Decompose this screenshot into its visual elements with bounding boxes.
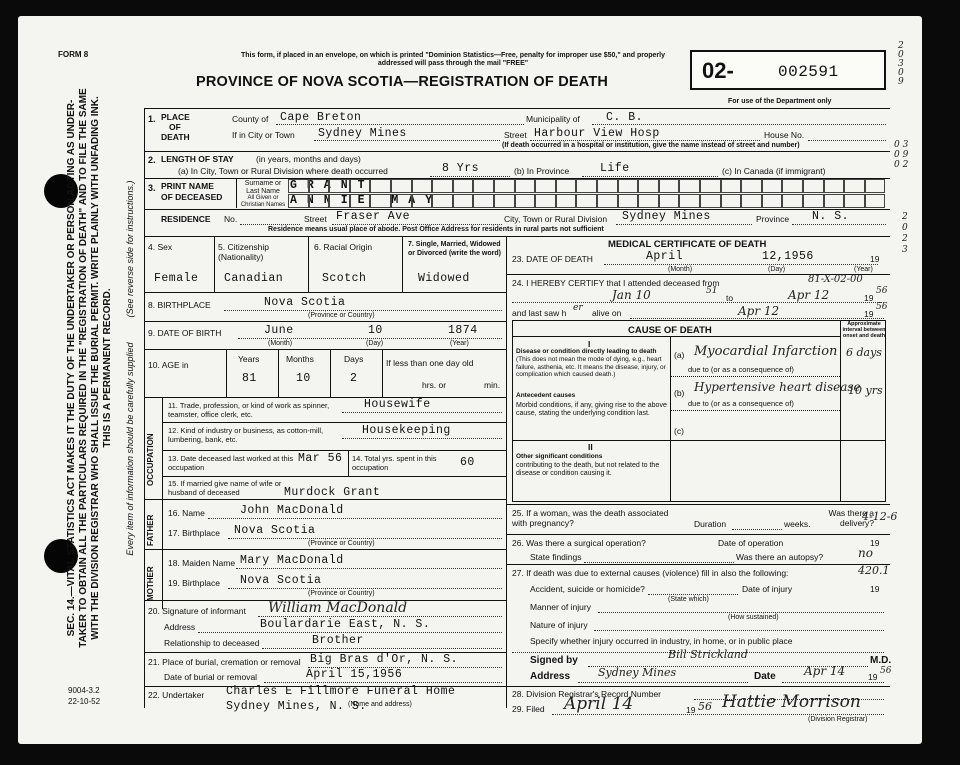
undertaker-address: Sydney Mines, N. S.: [226, 700, 367, 713]
father-name-value: John MacDonald: [240, 504, 344, 517]
occupation-side-label: OCCUPATION: [146, 433, 155, 486]
letter-box: [453, 179, 474, 193]
letter-box: [412, 194, 433, 208]
municipality-label: Municipality of: [526, 114, 580, 124]
hrs-label: hrs. or: [422, 380, 447, 390]
interval-a-value: 6 days: [846, 346, 882, 359]
dob-label: 9. DATE OF BIRTH: [148, 328, 222, 338]
findings-label: State findings: [530, 552, 582, 562]
letter-box: [659, 194, 680, 208]
autopsy-label: Was there an autopsy?: [736, 552, 824, 562]
age-label: 10. AGE in: [148, 360, 189, 370]
last-saw-year: 56: [876, 302, 888, 312]
medical-title: MEDICAL CERTIFICATE OF DEATH: [608, 239, 767, 250]
manner-label: Manner of injury: [530, 602, 591, 612]
mother-name-value: Mary MacDonald: [240, 554, 344, 567]
section-ii: II: [588, 442, 593, 452]
marital-value: Widowed: [418, 272, 470, 285]
letter-box: [659, 179, 680, 193]
cause-c-marker: (c): [674, 426, 684, 436]
letter-box: [515, 179, 536, 193]
margin-external: 420.1: [858, 564, 890, 577]
citizenship-value: Canadian: [224, 272, 284, 285]
registrar-signature: Hattie Morrison: [722, 692, 861, 712]
physician-signature: Bill Strickland: [668, 648, 748, 661]
informant-address-value: Boulardarie East, N. S.: [260, 618, 431, 631]
letter-box: [309, 194, 330, 208]
date-of-death-label: 23. DATE OF DEATH: [512, 254, 593, 264]
residence-label: RESIDENCE: [161, 214, 211, 224]
hospital-note: (If death occurred in a hospital or institution, give the name instead of street and number): [502, 142, 800, 149]
state-which: (State which): [668, 596, 709, 603]
letter-box: [556, 179, 577, 193]
dod-nineteen: 19: [870, 254, 880, 264]
letter-box: [618, 179, 639, 193]
letter-box: [453, 194, 474, 208]
dod-day-label: (Day): [768, 266, 786, 273]
letter-box: [576, 194, 597, 208]
letter-box: [721, 194, 742, 208]
letter-box: [762, 179, 783, 193]
interval-header: Approximate interval between onset and death: [842, 321, 886, 339]
last-worked-label: 13. Date deceased last worked at this occupation: [168, 454, 294, 472]
father-province-hint: (Province or Country): [308, 540, 375, 547]
dob-day-label: (Day): [366, 340, 384, 347]
residence-street-label: Street: [304, 214, 327, 224]
date-of-death-month: April: [646, 250, 684, 263]
racial-origin-value: Scotch: [322, 272, 367, 285]
letter-box: [515, 194, 536, 208]
house-no-label: House No.: [764, 130, 805, 140]
letter-box: [309, 179, 330, 193]
letter-box: [844, 194, 865, 208]
father-birthplace-label: 17. Birthplace: [168, 528, 220, 538]
death-registration-form: [18, 16, 922, 744]
how-sustained: (How sustained): [728, 614, 779, 621]
spouse-label: 15. If married give name of wife or husband of deceased: [168, 479, 282, 497]
letter-box: [494, 179, 515, 193]
margin-codes-residence: 2 0 2 3: [902, 212, 908, 255]
birthplace-value: Nova Scotia: [264, 296, 346, 309]
section-i: I: [588, 339, 591, 349]
letter-box: [679, 179, 700, 193]
weeks-label: weeks.: [784, 519, 811, 529]
marital-label: 7. Single, Married, Widowed or Divorced (write the word): [408, 241, 501, 257]
residence-city-value: Sydney Mines: [622, 210, 711, 223]
dob-year-value: 1874: [448, 324, 478, 337]
margin-codes-stay: 0 3 0 9 0 2: [894, 140, 909, 170]
section-3-number: 3.: [148, 183, 156, 193]
registration-number: 002591: [778, 63, 839, 81]
attended-to-19: 19: [864, 293, 874, 303]
surgical-label: 26. Was there a surgical operation?: [512, 538, 646, 548]
age-years-label: Years: [238, 354, 260, 364]
due-to-b: due to (or as a consequence of): [688, 399, 794, 408]
signed-date-label: Date: [754, 671, 776, 682]
margin-delivery: 4-12-6: [862, 510, 898, 523]
residence-province-value: N. S.: [812, 210, 850, 223]
letter-box: [700, 179, 721, 193]
given-value: ANNIE MAY: [290, 194, 443, 207]
letter-box: [288, 194, 309, 208]
specify-label: Specify whether injury occurred in industry, in home, or in public place: [530, 636, 793, 646]
letter-box: [473, 194, 494, 208]
city-label: If in City or Town: [232, 130, 295, 140]
filed-19: 19: [686, 705, 696, 715]
min-label: min.: [484, 380, 501, 390]
pregnancy-label: 25. If a woman, was the death associated with pregnancy?: [512, 508, 669, 528]
letter-box: [597, 179, 618, 193]
stay-b-value: Life: [600, 162, 630, 175]
birthplace-hint: (Province or Country): [308, 312, 375, 319]
residence-street-value: Fraser Ave: [336, 210, 411, 223]
signed-by-label: Signed by: [530, 655, 578, 666]
letter-box: [618, 194, 639, 208]
signed-19: 19: [868, 672, 878, 682]
stay-c-label: (c) In Canada (if immigrant): [722, 166, 826, 176]
mother-province-hint: (Province or Country): [308, 590, 375, 597]
signed-year: 56: [880, 666, 892, 676]
relationship-label: Relationship to deceased: [164, 638, 260, 648]
dob-month-label: (Month): [268, 340, 293, 347]
last-saw-label: and last saw h: [512, 308, 567, 318]
cause-b-marker: (b): [674, 388, 685, 398]
letter-box: [412, 179, 433, 193]
signed-date: Apr 14: [804, 664, 846, 678]
undertaker-label: 22. Undertaker: [148, 690, 205, 700]
letter-box: [803, 194, 824, 208]
duration-label: Duration: [694, 519, 727, 529]
age-months-label: Months: [286, 354, 314, 364]
letter-box: [721, 179, 742, 193]
letter-box: [638, 179, 659, 193]
registration-number-box: [690, 50, 886, 90]
letter-box: [824, 194, 845, 208]
operation-19: 19: [870, 538, 880, 548]
antecedent-label: Antecedent causes: [516, 392, 576, 399]
dob-day-value: 10: [368, 324, 383, 337]
registration-prefix: 02-: [702, 58, 734, 83]
letter-box: [391, 194, 412, 208]
infant-label: If less than one day old: [386, 358, 474, 368]
municipality-value: C. B.: [606, 111, 644, 124]
form-code-1: 9004-3.2: [68, 686, 100, 695]
delivery-label: Was there a delivery?: [828, 508, 874, 528]
attended-to: Apr 12: [788, 288, 830, 302]
letter-box: [638, 194, 659, 208]
letter-box: [865, 179, 886, 193]
letter-box: [370, 179, 391, 193]
antecedent-hint: Morbid conditions, if any, giving rise to the above cause, stating the underlying condition last.: [516, 402, 667, 417]
cause-b-value: Hypertensive heart disease: [694, 380, 861, 394]
letter-box: [782, 179, 803, 193]
stay-a-value: 8 Yrs: [442, 162, 480, 175]
filed-year: 56: [698, 700, 712, 713]
certify-label: 24. I HEREBY CERTIFY that I attended deceased from: [512, 278, 720, 288]
father-side-label: FATHER: [146, 514, 155, 546]
last-saw-19: 19: [864, 309, 874, 319]
letter-box: [762, 194, 783, 208]
relationship-value: Brother: [312, 634, 364, 647]
letter-box: [700, 194, 721, 208]
letter-box: [824, 179, 845, 193]
mother-birthplace-value: Nova Scotia: [240, 574, 322, 587]
alive-on-label: alive on: [592, 308, 622, 318]
section-2-number: 2.: [148, 155, 156, 165]
due-to-a: due to (or as a consequence of): [688, 365, 794, 374]
filed-label: 29. Filed: [512, 704, 545, 714]
age-days-label: Days: [344, 354, 364, 364]
letter-box: [391, 179, 412, 193]
residence-city-label: City, Town or Rural Division: [504, 214, 608, 224]
accident-label: Accident, suicide or homicide?: [530, 584, 645, 594]
cause-title: CAUSE OF DEATH: [628, 325, 712, 336]
letter-box: [329, 179, 350, 193]
letter-box: [370, 194, 391, 208]
mother-name-label: 18. Maiden Name: [168, 558, 236, 568]
mother-birthplace-label: 19. Birthplace: [168, 578, 220, 588]
margin-codes-header: 2 0 3 0 9: [898, 41, 904, 87]
external-label: 27. If death was due to external causes (violence) fill in also the following:: [512, 568, 789, 578]
operation-date-label: Date of operation: [718, 538, 784, 548]
to-label: to: [726, 293, 734, 303]
sex-label: 4. Sex: [148, 242, 173, 252]
citizenship-label: 5. Citizenship (Nationality): [218, 242, 270, 262]
injury-date-label: Date of injury: [742, 584, 793, 594]
last-saw-date: Apr 12: [738, 304, 780, 318]
other-conditions-label: Other significant conditions: [516, 453, 603, 460]
informant-address-label: Address: [164, 622, 196, 632]
letter-box: [288, 179, 309, 193]
industry-label: 12. Kind of industry or business, as cotton-mill, lumbering, bank, etc.: [168, 426, 324, 444]
industry-value: Housekeeping: [362, 424, 451, 437]
letter-box: [803, 179, 824, 193]
margin-note-certify: 81-X-02-00: [808, 274, 863, 285]
letter-box: [782, 194, 803, 208]
department-note: For use of the Department only: [728, 98, 832, 105]
md-label: M.D.: [870, 655, 892, 666]
age-days-value: 2: [350, 372, 358, 385]
residence-province-label: Province: [756, 214, 790, 224]
form-code-2: 22-10-52: [68, 697, 101, 706]
letter-box: [741, 179, 762, 193]
surname-label: Surname or Last Name: [244, 180, 282, 195]
care-side-text: Every item of information should be carefully supplied: [125, 342, 135, 556]
burial-date-label: Date of burial or removal: [164, 672, 258, 682]
stay-a-label: (a) In City, Town or Rural Division where death occurred: [178, 166, 388, 176]
reverse-side-text: (See reverse side for instructions.): [125, 180, 135, 318]
mother-side-label: MOTHER: [146, 566, 155, 601]
filed-date: April 14: [564, 694, 634, 714]
physician-address: Sydney Mines: [598, 666, 677, 679]
autopsy-value: no: [858, 546, 873, 560]
surname-value: GRANT: [290, 179, 375, 192]
section-1-number: 1.: [148, 114, 156, 124]
sex-value: Female: [154, 272, 199, 285]
statute-side-text: SEC. 14.—VITAL STATISTICS ACT MAKES IT THE DUTY OF THE UNDERTAKER OR PERSON ACTING AS UNDER- TAKER TO OBTAIN ALL THE PARTICULARS REQUIRED IN THE "REGISTRATION OF DEATH" AND TO FILE THE SAME WITH THE DIVISION REGISTRAR WHO SHALL ISSUE THE BURIAL PERMIT. WRITE PLAINLY WITH UNFADING INK. THIS IS A PERMANENT RECORD.: [66, 88, 113, 648]
dod-year-label: (Year): [854, 266, 873, 273]
attended-to-year: 56: [876, 286, 888, 296]
informant-sig-label: 20. Signature of informant: [148, 606, 246, 616]
cause-a-value: Myocardial Infarction: [694, 344, 838, 359]
undertaker-value: Charles E Fillmore Funeral Home: [226, 685, 456, 698]
letter-box: [556, 194, 577, 208]
letter-box: [494, 194, 515, 208]
registrar-label: (Division Registrar): [808, 716, 868, 723]
burial-date-value: April 15,1956: [306, 668, 403, 681]
letter-box: [741, 194, 762, 208]
letter-box: [329, 194, 350, 208]
letter-box: [432, 194, 453, 208]
letter-box: [535, 179, 556, 193]
interval-b-value: 10 yrs: [848, 384, 883, 397]
stay-b-label: (b) In Province: [514, 166, 570, 176]
burial-place-label: 21. Place of burial, cremation or removal: [148, 657, 301, 667]
print-name-label: PRINT NAME OF DECEASED: [161, 181, 223, 202]
cause-a-marker: (a): [674, 350, 685, 360]
letter-box: [350, 179, 371, 193]
nature-label: Nature of injury: [530, 620, 588, 630]
letter-box: [535, 194, 556, 208]
last-worked-value: Mar 56: [298, 452, 343, 465]
envelope-note: This form, if placed in an envelope, on which is printed "Dominion Statistics—Free, penalty for improper use $50," and properly addressed will pass through the mail "FREE": [241, 52, 665, 67]
place-of-death-label: PLACE OF DEATH: [161, 112, 190, 142]
length-of-stay-hint: (in years, months and days): [256, 154, 361, 164]
residence-no-label: No.: [224, 214, 238, 224]
letter-box: [576, 179, 597, 193]
years-spent-label: 14. Total yrs. spent in this occupation: [352, 454, 437, 472]
birthplace-label: 8. BIRTHPLACE: [148, 300, 211, 310]
letter-box: [679, 194, 700, 208]
name-address-hint: (Name and address): [348, 701, 412, 708]
form-number: FORM 8: [58, 50, 89, 59]
trade-label: 11. Trade, profession, or kind of work as spinner, teamster, office clerk, etc.: [168, 401, 330, 419]
trade-value: Housewife: [364, 398, 431, 411]
years-spent-value: 60: [460, 456, 475, 469]
attended-from: Jan 10: [612, 288, 651, 302]
spouse-value: Murdock Grant: [284, 486, 381, 499]
date-of-death-dayyear: 12,1956: [762, 250, 814, 263]
street-value: Harbour View Hosp: [534, 127, 660, 140]
father-name-label: 16. Name: [168, 508, 205, 518]
dob-month-value: June: [264, 324, 294, 337]
letter-box: [432, 179, 453, 193]
county-value: Cape Breton: [280, 111, 362, 124]
injury-19: 19: [870, 584, 880, 594]
letter-box: [473, 179, 494, 193]
street-label: Street: [504, 130, 527, 140]
given-names-label: All Given or Christian Names: [240, 195, 286, 208]
burial-place-value: Big Bras d'Or, N. S.: [310, 653, 459, 666]
letter-box: [597, 194, 618, 208]
racial-origin-label: 6. Racial Origin: [314, 242, 373, 252]
city-value: Sydney Mines: [318, 127, 407, 140]
attended-from-year: 51: [706, 286, 718, 296]
other-conditions-hint: contributing to the death, but not related to the disease or condition causing it.: [516, 462, 660, 477]
informant-signature: William MacDonald: [268, 600, 408, 616]
direct-cause-label: Disease or condition directly leading to death: [516, 348, 657, 355]
dob-year-label: (Year): [450, 340, 469, 347]
letter-box: [844, 179, 865, 193]
letter-box: [865, 194, 886, 208]
record-label: 28. Division Registrar's Record Number: [512, 689, 662, 699]
dod-month-label: (Month): [668, 266, 693, 273]
age-months-value: 10: [296, 372, 311, 385]
form-title: PROVINCE OF NOVA SCOTIA—REGISTRATION OF DEATH: [196, 74, 609, 90]
letter-box: [350, 194, 371, 208]
direct-cause-hint: (This does not mean the mode of dying, e.g., heart failure, asthenia, etc. It means the disease, injury, or complication which caused death.): [516, 356, 666, 378]
last-saw-pronoun: er: [573, 303, 583, 313]
father-birthplace-value: Nova Scotia: [234, 524, 316, 537]
residence-note: Residence means usual place of abode. Post Office Address for residents in rural parts not sufficient: [268, 226, 604, 233]
length-of-stay-label: LENGTH OF STAY: [161, 154, 234, 164]
physician-address-label: Address: [530, 671, 571, 682]
age-years-value: 81: [242, 372, 257, 385]
county-label: County of: [232, 114, 269, 124]
